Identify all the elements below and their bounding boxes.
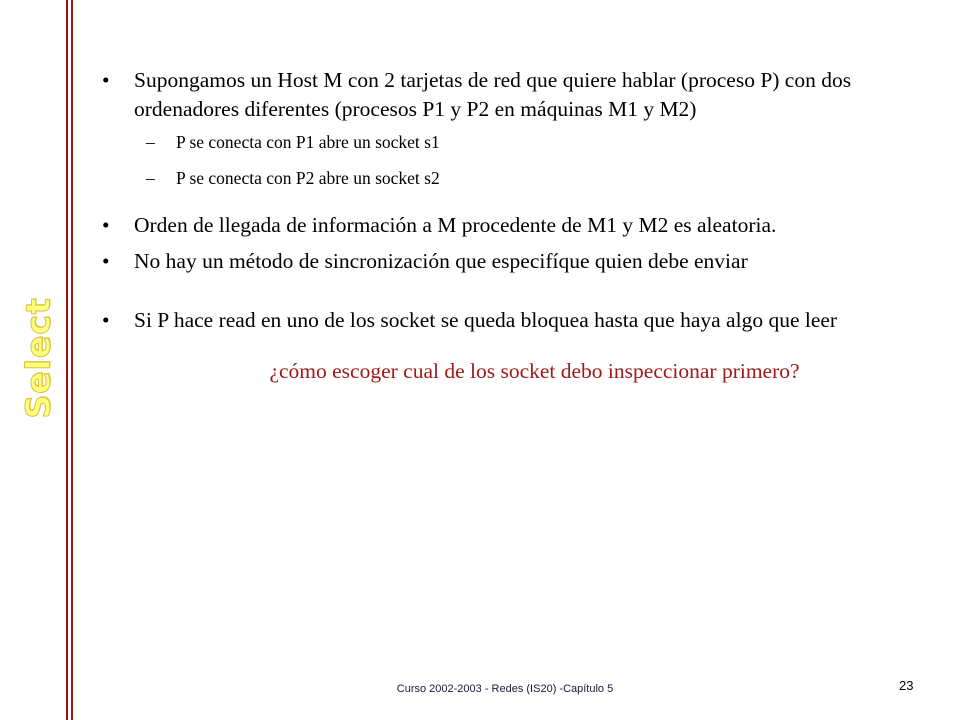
bullet-host-description: • Supongamos un Host M con 2 tarjetas de red que quiere hablar (proceso P) con dos ordenadores diferentes (procesos P1 y P2 en máquinas M1 y M2) <box>100 66 945 124</box>
slide-content <box>100 66 945 386</box>
left-vertical-rule <box>66 0 68 720</box>
bullet-blocking-read: • Si P hace read en uno de los socket se queda bloquea hasta que haya algo que leer <box>100 306 945 335</box>
sub-bullet-socket-s2: – P se conecta con P2 abre un socket s2 <box>100 166 945 190</box>
right-vertical-rule <box>71 0 73 720</box>
bullet-arrival-order: • Orden de llegada de información a M procedente de M1 y M2 es aleatoria. <box>100 211 945 240</box>
side-title: Select <box>18 297 58 419</box>
question-text: ¿cómo escoger cual de los socket debo inspeccionar primero? <box>269 359 800 383</box>
footer-text: Curso 2002-2003 - Redes (IS20) -Capítulo 5 <box>396 683 614 695</box>
sub-bullet-socket-s1: – P se conecta con P1 abre un socket s1 <box>100 130 945 154</box>
page-number: 23 <box>899 678 914 693</box>
bullet-no-sync: • No hay un método de sincronización que especifíque quien debe enviar <box>100 247 945 276</box>
